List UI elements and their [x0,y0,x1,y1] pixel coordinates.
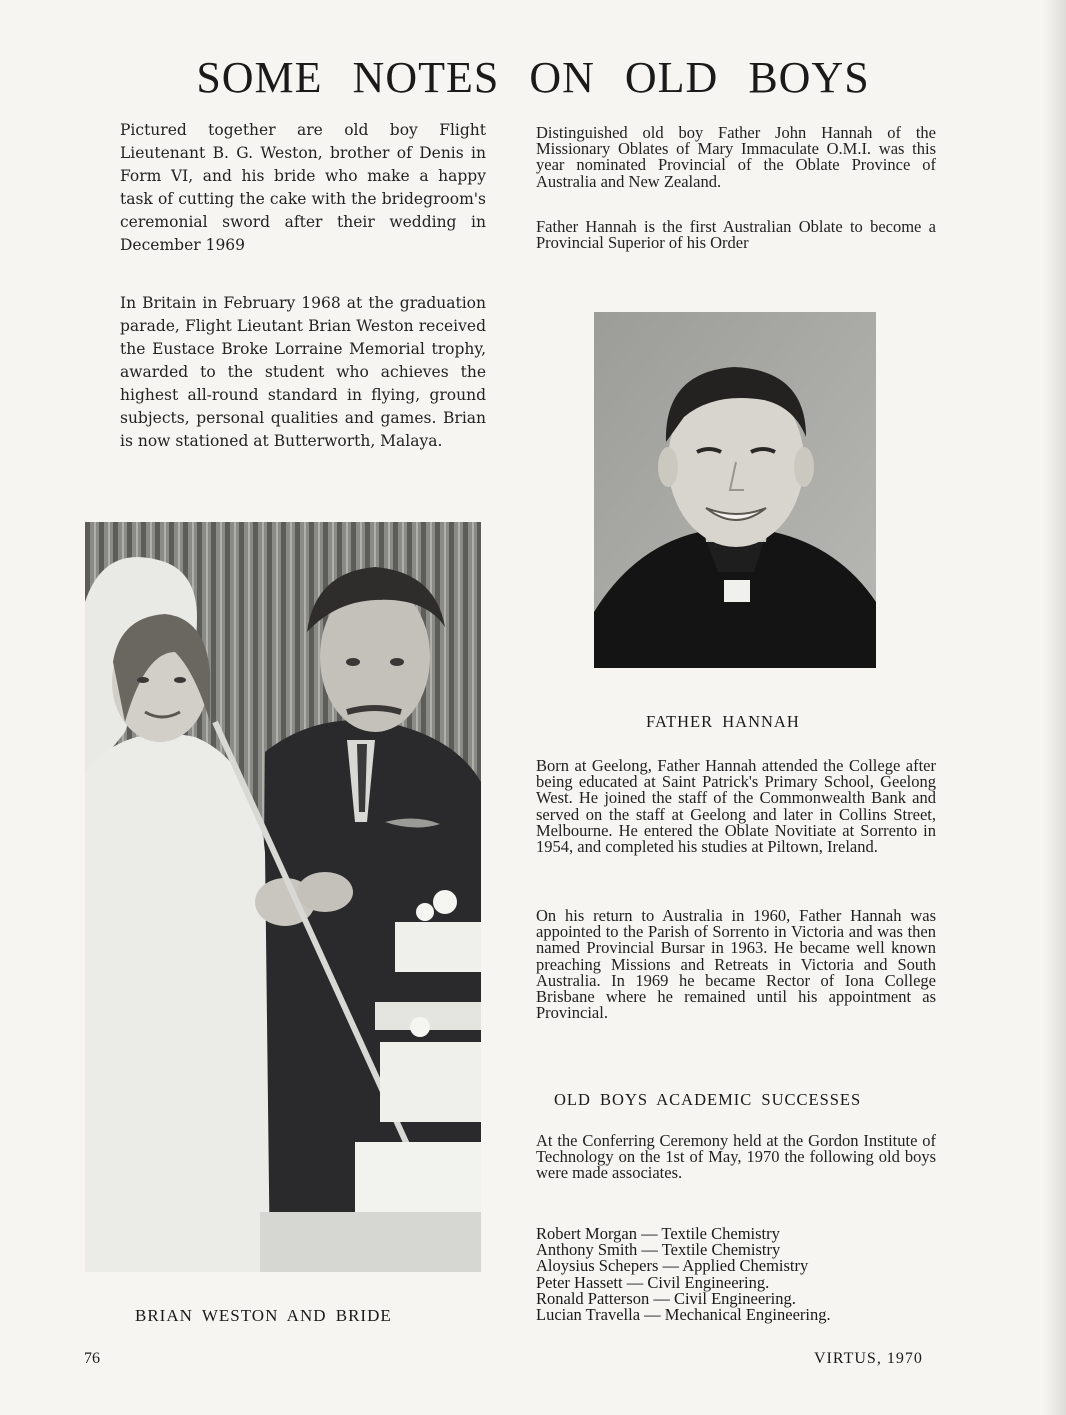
academic-successes-heading: OLD BOYS ACADEMIC SUCCESSES [554,1090,862,1109]
page-edge-shadow [1044,0,1066,1415]
hannah-oblate-paragraph: Father Hannah is the first Australian Oblate to become a Provincial Superior of his Order [536,217,936,253]
father-hannah-portrait [594,312,876,668]
list-item: Ronald Patterson — Civil Engineering. [536,1288,796,1308]
wedding-photo [85,522,481,1272]
wedding-paragraph: Pictured together are old boy Flight Lieutenant B. G. Weston, brother of Denis in Form VI, and his bride who make a happy task of cutting the cake with the bridegroom's ceremonial sword after their wedding in December 1969 [120,121,486,254]
list-item: Robert Morgan — Textile Chemistry [536,1224,780,1243]
page-number: 76 [84,1350,100,1367]
publication-footer: VIRTUS, 1970 [814,1350,923,1367]
list-item: Aloysius Schepers — Applied Chemistry [536,1256,809,1276]
hannah-biography-paragraph: Born at Geelong, Father Hannah attended the College after being educated at Saint Patrick's Primary School, Geelong West. He joined the staff of the Commonwealth Bank and served on the staff at Geelong and later in Collins Street, Melbourne. He entered the Oblate Novitiate at Sorrento in 1954, and completed his studies at Piltown, Ireland. [536,756,936,857]
conferring-ceremony-paragraph: At the Conferring Ceremony held at the Gordon Institute of Technology on the 1st of May, 1970 the following old boys were made associates. [536,1131,936,1183]
list-item: Lucian Travella — Mechanical Engineering. [536,1305,831,1325]
list-item: Peter Hassett — Civil Engineering. [536,1272,770,1292]
trophy-paragraph: In Britain in February 1968 at the graduation parade, Flight Lieutant Brian Weston received the Eustace Broke Lorraine Memorial trophy, awarded to the student who achieves the highest all-round standard in flying, ground subjects, personal qualities and games. Brian is now stationed at Butterworth, Malaya. [120,294,486,450]
father-hannah-heading: FATHER HANNAH [646,712,800,731]
hannah-intro-paragraph: Distinguished old boy Father John Hannah of the Missionary Oblates of Mary Immaculate O.M.I. was this year nominated Provincial of the Oblate Province of Australia and New Zealand. [536,123,936,191]
hannah-career-paragraph: On his return to Australia in 1960, Father Hannah was appointed to the Parish of Sorrento in Victoria and was then named Provincial Bursar in 1963. He became well known preaching Missions and Retreats in Victoria and South Australia. In 1969 he became Rector of Iona College Brisbane where he remained until his appointment as Provincial. [536,906,936,1023]
associates-list [536,1226,936,1323]
list-item: Anthony Smith — Textile Chemistry [536,1240,781,1260]
page-title: SOME NOTES ON OLD BOYS [196,53,870,102]
wedding-photo-caption: BRIAN WESTON AND BRIDE [135,1306,392,1325]
